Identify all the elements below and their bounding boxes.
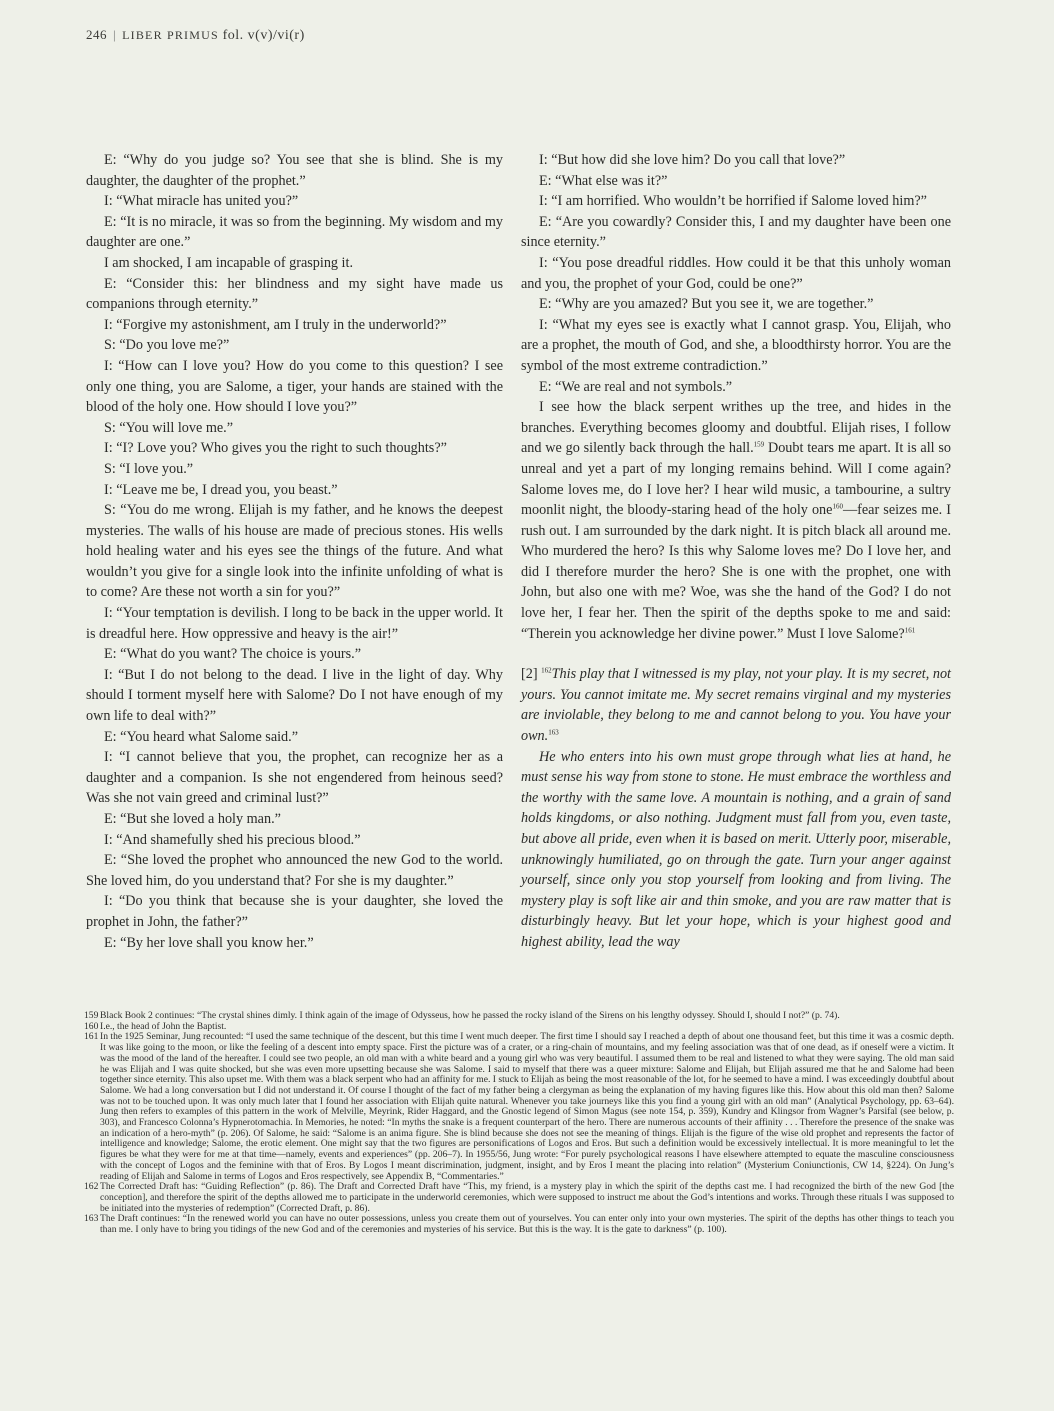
narrative-text: —fear seizes me. I rush out. I am surrounded by the dark night. It is pitch black all around me. Who murdered the hero? Is this why Salome loves me? Do I love her, and did I therefore murder the hero? She is one with the prophet, one with John, but also one with me? Woe, was she the hand of the God? I do not love her, I fear her. Then the spirit of the depths spoke to me and said: “Therein you acknowledge her divine power.” Must I love Salome? xyxy=(521,502,951,642)
dialogue-line: I: “How can I love you? How do you come to this question? I see only one thing, you are Salome, a tiger, your hands are stained with the blood of the holy one. How should I love you?” xyxy=(86,357,503,416)
footnote-text: Black Book 2 continues: “The crystal shines dimly. I think again of the image of Odysseus, how he passed the rocky island of the Sirens on his lengthy odyssey. Should I, should I not?” (p. 74). xyxy=(100,1010,840,1021)
footnote-text: The Corrected Draft has: “Guiding Reflection” (p. 86). The Draft and Corrected Draft have “This, my friend, is a mystery play in which the spirit of the depths cast me. I had recognized the birth of the new God [the conception], and therefore the spirit of the depths allowed me to participate in the underworld ceremonies, which were supposed to instruct me about the God’s intentions and works. Through these rituals I was supposed to be initiated into the mysteries of redemption” (Corrected Draft, p. 86). xyxy=(100,1181,954,1214)
dialogue-line: I: “I cannot believe that you, the prophet, can recognize her as a daughter and a companion. Is she not engendered from heinous seed? Was she not vain greed and criminal lust?” xyxy=(86,749,503,807)
header-divider: | xyxy=(113,27,117,42)
footnote-number: 160 xyxy=(84,1020,99,1032)
folio-reference: fol. v(v)/vi(r) xyxy=(222,28,305,43)
dialogue-line: I: “Leave me be, I dread you, you beast.” xyxy=(104,481,338,498)
dialogue-line: I: “Your temptation is devilish. I long to be back in the upper world. It is dreadful here. How oppressive and heavy is the air!” xyxy=(86,605,503,642)
dialogue-line: E: “Consider this: her blindness and my sight have made us companions through eternity.” xyxy=(86,275,503,313)
footnote-ref-161[interactable]: 161 xyxy=(904,625,916,634)
dialogue-line: S: “You do me wrong. Elijah is my father, and he knows the deepest mysteries. The walls of his house are made of precious stones. His wells hold healing water and his eyes see the things of the future. And what wouldn’t you give for a single look into the infinite unfolding of what is to come? Are these not worth a sin for you?” xyxy=(86,502,503,601)
narrative-text: Doubt tears me apart. It is all so unreal and yet a part of my longing remains behind. Will I come again? Salome loves me, do I love her? I hear wild music, a tambourine, a sultry moonlit night, the bloody-staring head of the holy one xyxy=(521,440,951,519)
section-text: This play that I witnessed is my play, not your play. It is my secret, not yours. You cannot imitate me. My secret remains virginal and my mysteries are inviolable, they belong to me and cannot belong to you. You have your own. xyxy=(521,666,952,745)
dialogue-line: E: “By her love shall you know her.” xyxy=(104,934,314,951)
dialogue-line: E: “Why do you judge so? You see that she is blind. She is my daughter, the daughter of the prophet.” xyxy=(86,152,503,189)
narrative-text: I see how the black serpent writhes up the tree, and hides in the branches. Everything becomes gloomy and doubtful. Elijah rises, I follow and we go silently back through the hall. xyxy=(521,399,951,457)
footnote-text: The Draft continues: “In the renewed world you can have no outer possessions, unless you create them out of yourselves. You can enter only into your own mysteries. The spirit of the depths has other things to teach you than me. I only have to bring you tidings of the new God and of the ceremonies and mysteries of his service. But this is the way. It is the gate to darkness” (p. 100). xyxy=(100,1213,954,1236)
dialogue-line: I: “Forgive my astonishment, am I truly in the underworld?” xyxy=(104,316,447,333)
narrative-paragraph xyxy=(521,397,951,644)
footnote-number: 159 xyxy=(84,1010,99,1021)
footnote-ref-160[interactable]: 160 xyxy=(832,502,843,511)
section-opening xyxy=(521,664,951,746)
footnote-number: 162 xyxy=(84,1181,99,1193)
dialogue-line: I: “But I do not belong to the dead. I live in the light of day. Why should I torment myself here with Salome? Do I not have enough of my own life to deal with?” xyxy=(86,666,503,725)
running-header xyxy=(86,27,305,44)
dialogue-line: E: “But she loved a holy man.” xyxy=(104,811,281,827)
dialogue-line: E: “What else was it?” xyxy=(539,172,668,189)
dialogue-line: E: “You heard what Salome said.” xyxy=(104,728,298,745)
footnote xyxy=(84,1182,954,1214)
section-spacer xyxy=(521,644,951,664)
dialogue-line: E: “What do you want? The choice is yours.” xyxy=(104,646,362,663)
section-marker: [2] xyxy=(521,666,538,683)
dialogue-line: I: “I? Love you? Who gives you the right to such thoughts?” xyxy=(104,440,447,457)
footnote-text: I.e., the head of John the Baptist. xyxy=(100,1020,227,1032)
dialogue-line: E: “We are real and not symbols.” xyxy=(539,378,733,395)
dialogue-line: I: “And shamefully shed his precious blood.” xyxy=(104,831,361,848)
book-title: LIBER PRIMUS xyxy=(122,28,219,42)
footnote-number: 163 xyxy=(84,1213,99,1225)
dialogue-line: I: “I am horrified. Who wouldn’t be horrified if Salome loved him?” xyxy=(539,193,927,210)
footnote xyxy=(84,1214,954,1235)
closing-paragraph: He who enters into his own must grope through what lies at hand, he must sense his way from stone to stone. He must embrace the worthless and the worthy with the same love. A mountain is nothing, and a grain of sand holds kingdoms, or also nothing. Judgment must fall from you, even taste, but above all pride, even when it is based on merit. Utterly poor, miserable, unknowingly humiliated, go on through the gate. Turn your anger against yourself, since only you stop yourself from looking and from living. The mystery play is soft like air and thin smoke, and you are raw matter that is disturbingly heavy. But let your hope, which is your highest good and highest ability, lead the way xyxy=(521,748,951,950)
dialogue-line: S: “I love you.” xyxy=(104,460,194,477)
dialogue-line: E: “Are you cowardly? Consider this, I and my daughter have been one since eternity.” xyxy=(521,213,951,251)
footnote-ref-163[interactable]: 163 xyxy=(548,728,559,737)
dialogue-line: I: “What my eyes see is exactly what I cannot grasp. You, Elijah, who are a prophet, the mouth of God, and she, a bloodthirsty horror. You are the symbol of the most extreme contradiction.” xyxy=(521,316,951,374)
footnotes xyxy=(84,1011,954,1236)
dialogue-line: I: “What miracle has united you?” xyxy=(104,193,299,210)
dialogue-line: E: “It is no miracle, it was so from the beginning. My wisdom and my daughter are one.” xyxy=(86,213,503,251)
left-column xyxy=(86,150,503,953)
page-number: 246 xyxy=(86,27,107,42)
footnote-ref-162[interactable]: 162 xyxy=(541,666,552,675)
footnote-text: In the 1925 Seminar, Jung recounted: “I used the same technique of the descent, but this time I went much deeper. The first time I should say I reached a depth of about one thousand feet, but this time it was a cosmic depth. It was like going to the moon, or like the feeling of a descent into empty space. First the picture was of a crater, or a ring-chain of mountains, and my feeling association was that of one dead, as if oneself were a victim. It was the mood of the land of the hereafter. I could see two people, an old man with a white beard and a young girl who was very beautiful. I assumed them to be real and listened to what they were saying. The old man said he was Elijah and I was quite shocked, but she was even more upsetting because she was Salome. I said to myself that there was a queer mixture: Salome and Elijah, but Elijah assured me that he and Salome had been together since eternity. This also upset me. With them was a black serpent who had an affinity for me. I stuck to Elijah as being the most reasonable of the lot, for he seemed to have a mind. I was exceedingly doubtful about Salome. We had a long conversation but I did not understand it. Of course I thought of the fact of my father being a clergyman as being the explanation of my having figures like this. How about this old man then? Salome was not to be touched upon. It was only much later that I found her association with Elijah quite natural. Whenever you take journeys like this you find a young girl with an old man” (Analytical Psychology, pp. 63–64). Jung then refers to examples of this pattern in the work of Melville, Meyrink, Rider Haggard, and the Gnostic legend of Simon Magus (see note 154, p. 359), Kundry and Klingsor from Wagner’s Parsifal (see below, p. 303), and Francesco Colonna’s Hypnerotomachia. In Memories, he noted: “In myths the snake is a frequent counterpart of the hero. There are numerous accounts of their affinity . . . Therefore the presence of the snake was an indication of a hero-myth” (p. 206). Of Salome, he said: “Salome is an anima figure. She is blind because she does not see the meaning of things. Elijah is the figure of the wise old prophet and represents the factor of intelligence and knowledge; Salome, the erotic element. One might say that the two figures are personifications of Logos and Eros. But such a definition would be excessively intellectual. It is more meaningful to let the figures be what they were for me at that time—namely, events and experiences” (pp. 206–7). In 1955/56, Jung wrote: “For purely psychological reasons I have elsewhere attempted to equate the masculine consciousness with the concept of Logos and the feminine with that of Eros. By Logos I meant discrimination, judgment, insight, and by Eros I meant the placing into relation” (Mysterium Coniunctionis, CW 14, §224). On Jung’s reading of Elijah and Salome in terms of Logos and Eros respectively, see Appendix B, “Commentaries.” xyxy=(100,1031,954,1182)
dialogue-line: E: “She loved the prophet who announced the new God to the world. She loved him, do you understand that? For she is my daughter.” xyxy=(86,852,503,889)
right-column xyxy=(521,150,951,953)
footnote-number: 161 xyxy=(84,1031,99,1043)
footnote-ref-159[interactable]: 159 xyxy=(753,440,765,449)
dialogue-line: I: “But how did she love him? Do you call that love?” xyxy=(539,152,846,168)
dialogue-line: E: “Why are you amazed? But you see it, we are together.” xyxy=(539,296,874,313)
footnote xyxy=(84,1032,954,1182)
narration-line: I am shocked, I am incapable of grasping it. xyxy=(104,254,353,271)
dialogue-line: S: “Do you love me?” xyxy=(104,337,230,354)
dialogue-line: S: “You will love me.” xyxy=(104,419,234,436)
dialogue-line: I: “Do you think that because she is your daughter, she loved the prophet in John, the father?” xyxy=(86,893,503,930)
dialogue-line: I: “You pose dreadful riddles. How could it be that this unholy woman and you, the prophet of your God, could be one?” xyxy=(521,254,951,292)
